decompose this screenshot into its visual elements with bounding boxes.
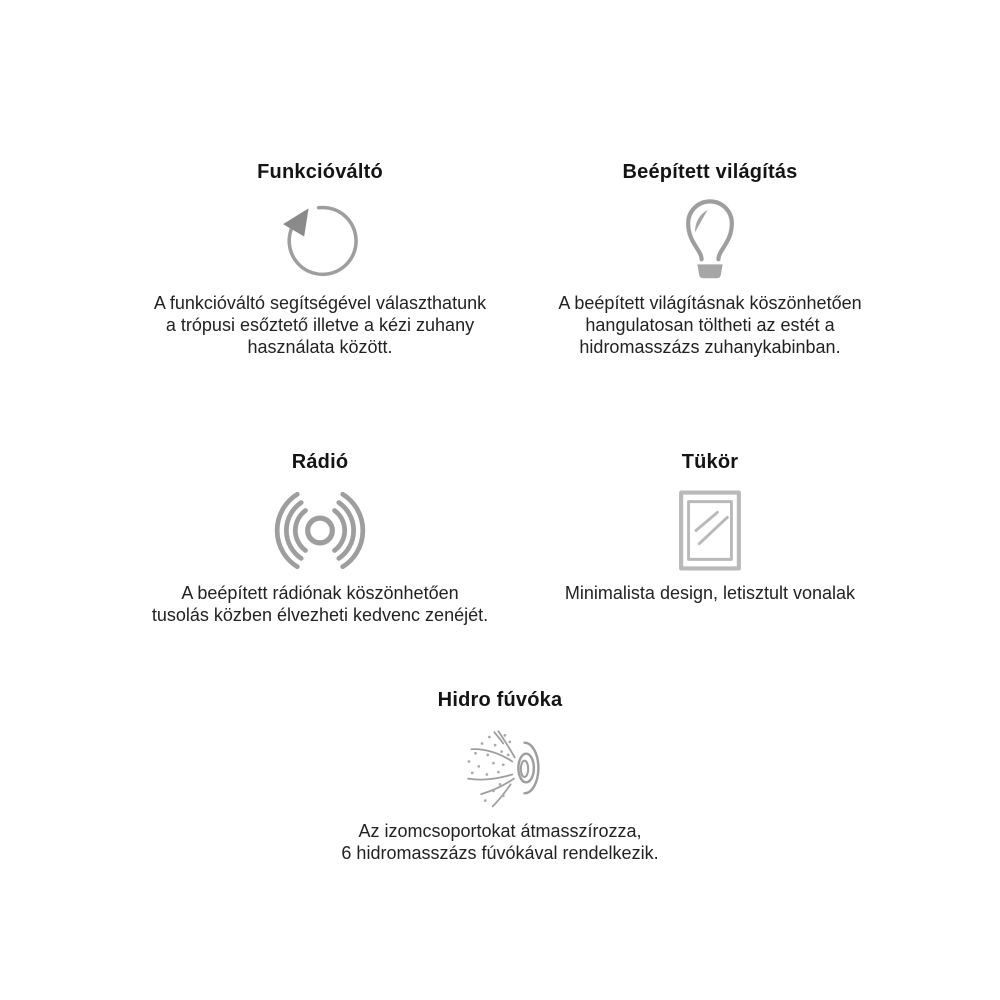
description-line: hidromasszázs zuhanykabinban.: [579, 337, 841, 357]
feature-title: Tükör: [681, 451, 739, 473]
feature-title: Funkcióváltó: [257, 161, 383, 183]
feature-title: Rádió: [291, 451, 349, 473]
feature-title: Beépített világítás: [622, 161, 798, 183]
feature-description: [485, 292, 935, 358]
feature-description: [95, 292, 545, 358]
lightbulb-icon: [485, 188, 935, 292]
description-line: A beépített rádiónak köszönhetően: [181, 583, 459, 603]
description-line: Minimalista design, letisztult vonalak: [564, 583, 856, 603]
description-line: A beépített világításnak köszönhetően: [558, 293, 862, 313]
description-line: Az izomcsoportokat átmasszírozza,: [358, 821, 642, 841]
description-line: hangulatosan töltheti az estét a: [585, 315, 835, 335]
feature-beepitett-vilagitas: [485, 160, 935, 358]
description-line: tusolás közben élvezheti kedvenc zenéjét.: [151, 605, 489, 625]
description-line: használata között.: [247, 337, 393, 357]
feature-funkciovalto: [95, 160, 545, 358]
description-line: A funkcióváltó segítségével választhatunk: [153, 293, 487, 313]
mirror-icon: [485, 478, 935, 582]
feature-description: [275, 820, 725, 864]
feature-tukor: [485, 450, 935, 604]
feature-radio: [95, 450, 545, 626]
water-jet-icon: [275, 716, 725, 820]
description-line: a trópusi esőztető illetve a kézi zuhany: [165, 315, 475, 335]
feature-description: [95, 582, 545, 626]
feature-title: Hidro fúvóka: [437, 689, 563, 711]
feature-hidro-fuvoka: [275, 688, 725, 864]
rotate-arrow-icon: [95, 188, 545, 292]
radio-waves-icon: [95, 478, 545, 582]
description-line: 6 hidromasszázs fúvókával rendelkezik.: [341, 843, 659, 863]
feature-description: [485, 582, 935, 604]
